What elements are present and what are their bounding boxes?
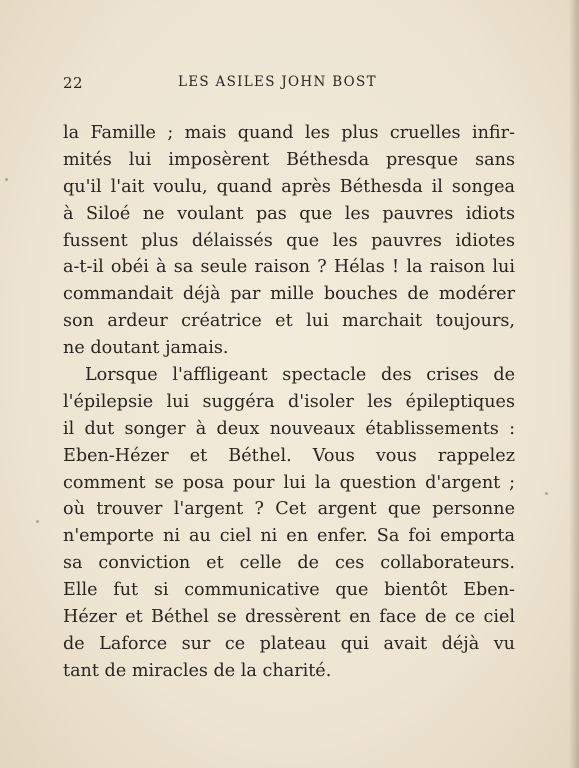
- text-line: Lorsque l'affligeant spectacle des crises de: [85, 365, 515, 386]
- paper-speck: [5, 178, 8, 181]
- text-line: Elle fut si communicative que bientôt Eben-: [63, 580, 515, 601]
- text-line: l'épilepsie lui suggéra d'isoler les épileptiques: [63, 391, 515, 412]
- paper-speck: [36, 520, 39, 523]
- running-title: LES ASILES JOHN BOST: [178, 74, 377, 90]
- text-line: son ardeur créatrice et lui marchait toujours,: [63, 311, 515, 332]
- text-line: Hézer et Béthel se dressèrent en face de ce ciel: [63, 607, 515, 628]
- text-line: comment se posa pour lui la question d'argent ;: [63, 472, 515, 493]
- text-line: tant de miracles de la charité.: [63, 660, 332, 681]
- text-line: à Siloé ne voulant pas que les pauvres idiots: [63, 203, 515, 224]
- text-line: de Laforce sur ce plateau qui avait déjà vu: [63, 633, 515, 654]
- page-edge-shadow: [569, 0, 579, 768]
- paper-speck: [545, 492, 548, 495]
- text-line: qu'il l'ait voulu, quand après Béthesda il songea: [63, 176, 515, 197]
- text-line: où trouver l'argent ? Cet argent que personne: [63, 499, 515, 520]
- text-line: commandait déjà par mille bouches de modérer: [63, 284, 515, 305]
- text-line: fussent plus délaissés que les pauvres idiotes: [63, 230, 515, 251]
- page-header: [63, 74, 523, 96]
- text-line: la Famille ; mais quand les plus cruelles infir-: [63, 123, 515, 143]
- page-number: 22: [63, 74, 84, 92]
- text-line: ne doutant jamais.: [63, 338, 229, 359]
- text-line: n'emporte ni au ciel ni en enfer. Sa foi emporta: [63, 526, 515, 547]
- text-line: sa conviction et celle de ces collaborateurs.: [63, 553, 515, 574]
- body-text: [63, 120, 515, 685]
- text-line: il dut songer à deux nouveaux établissements :: [63, 418, 515, 439]
- text-line: Eben-Hézer et Béthel. Vous vous rappelez: [63, 445, 515, 466]
- text-line: a-t-il obéi à sa seule raison ? Hélas ! la raison lui: [63, 257, 515, 278]
- text-line: mités lui imposèrent Béthesda presque sans: [63, 149, 515, 170]
